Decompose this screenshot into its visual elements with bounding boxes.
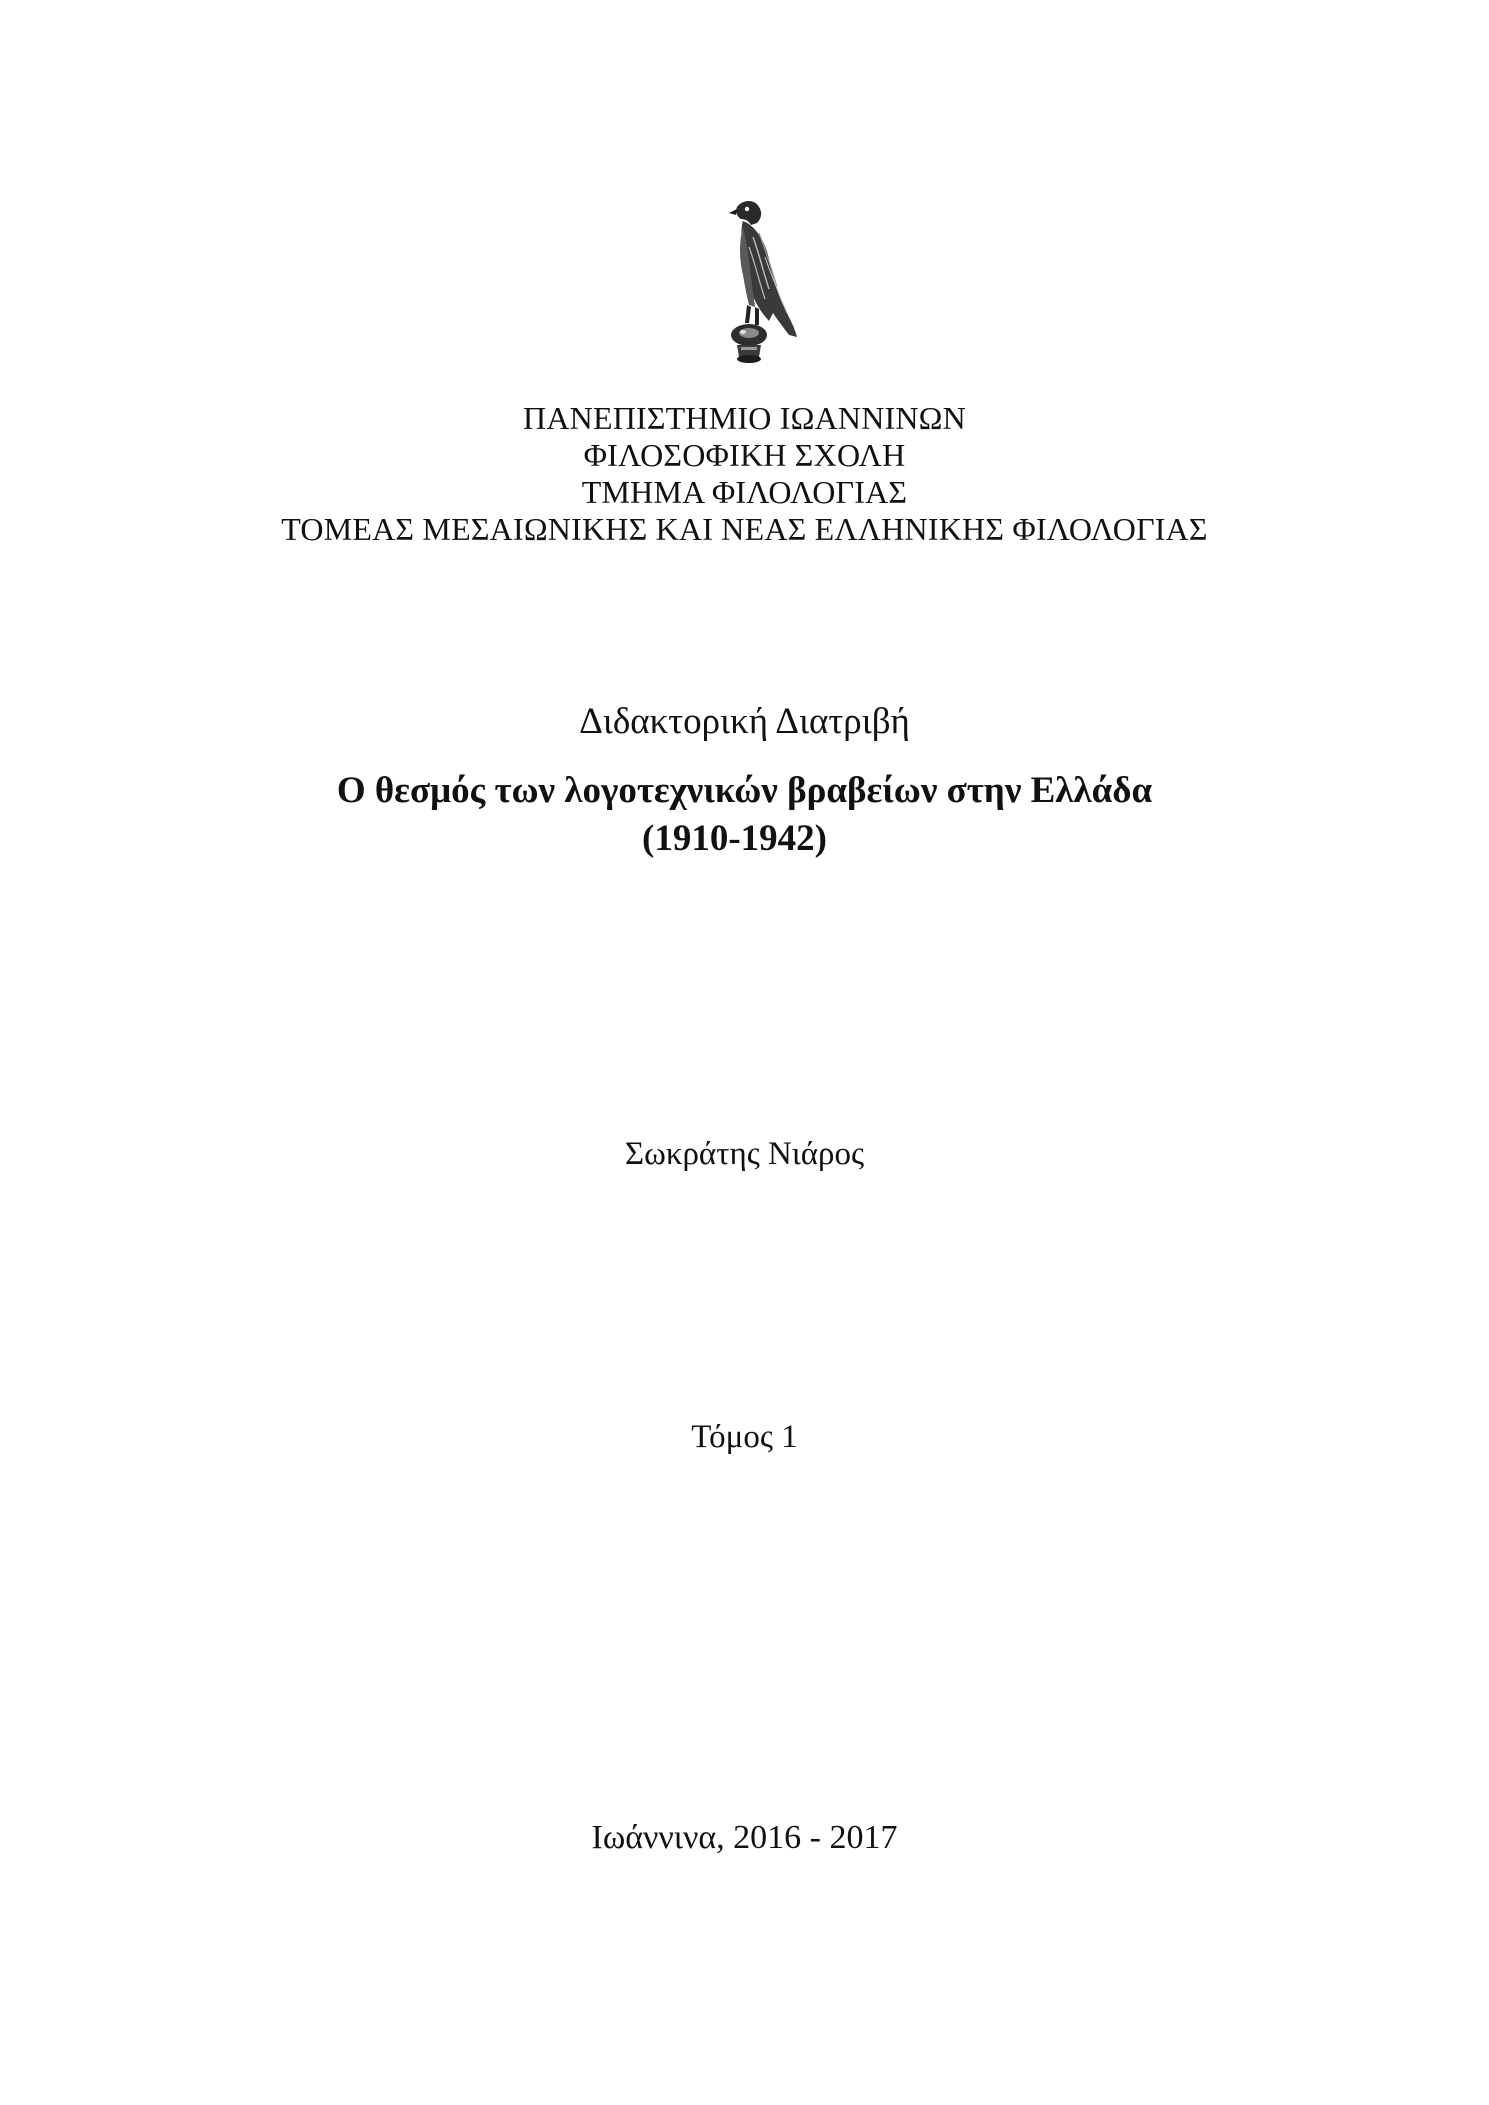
place-date: Ιωάννινα, 2016 - 2017 — [591, 1819, 898, 1856]
document-type: Διδακτορική Διατριβή — [579, 701, 910, 742]
school-name: ΦΙΛΟΣΟΦΙΚΗ ΣΧΟΛΗ — [583, 437, 906, 473]
university-name: ΠΑΝΕΠΙΣΤΗΜΙΟ ΙΩΑΝΝΙΝΩΝ — [523, 400, 966, 436]
author-name: Σωκράτης Νιάρος — [624, 1136, 865, 1172]
thesis-title: Ο θεσμός των λογοτεχνικών βραβείων στην Ελλάδα — [336, 770, 1153, 811]
thesis-title-years: (1910-1942) — [642, 818, 827, 859]
section-name: ΤΟΜΕΑΣ ΜΕΣΑΙΩΝΙΚΗΣ ΚΑΙ ΝΕΑΣ ΕΛΛΗΝΙΚΗΣ ΦΙΛΟΛΟΓΙΑΣ — [281, 511, 1208, 547]
institution-header — [0, 400, 1489, 548]
department-name: ΤΜΗΜΑ ΦΙΛΟΛΟΓΙΑΣ — [581, 474, 908, 510]
falcon-emblem-icon — [703, 197, 807, 365]
volume-label: Τόμος 1 — [691, 1419, 798, 1455]
